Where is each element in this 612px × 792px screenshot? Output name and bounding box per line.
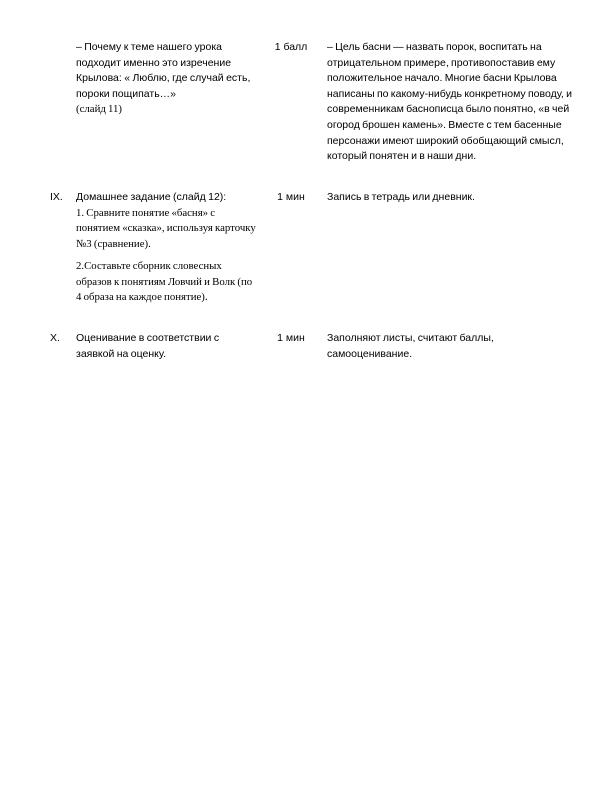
row-number: IX. [50, 191, 63, 203]
activity-cell: Заполняют листы, считают баллы, самооценивание. [327, 332, 494, 360]
stage-cell [76, 190, 256, 306]
homework-task-2: 2.Составьте сборник словесных образов к понятиям Ловчий и Волк (по 4 образа на каждое понятие). [76, 260, 253, 303]
stage-cell: Оценивание в соответствии с заявкой на оценку. [76, 332, 220, 360]
stage-cell [76, 40, 256, 118]
table-row [0, 190, 612, 320]
table-row [0, 40, 612, 190]
time-cell: 1 балл [274, 41, 308, 53]
time-cell: 1 мин [277, 332, 305, 344]
stage-text: – Почему к теме нашего урока подходит именно это изречение Крылова: « Люблю, где случай есть, пороки пощипать…» [76, 41, 251, 100]
time-cell: 1 мин [277, 191, 305, 203]
homework-task-1: 1. Сравните понятие «басня» с понятием «сказка», используя карточку №3 (сравнение). [76, 206, 256, 250]
activity-cell: – Цель басни — назвать порок, воспитать на отрицательном примере, противопоставив ему положительное начало. Многие басни Крылова написаны по какому-нибудь конкретному поводу, и современникам баснописца было понятно, «в чей огород брошен камень». Вместе с тем басенные персонажи имеют широкий обобщающий смысл, который понятен и в наши дни. [327, 41, 572, 163]
row-number: X. [50, 332, 60, 344]
activity-cell: Запись в тетрадь или дневник. [327, 191, 475, 203]
stage-text: Домашнее задание (слайд 12): [76, 191, 227, 203]
stage-note: (слайд 11) [76, 103, 123, 115]
table-row [0, 331, 612, 371]
